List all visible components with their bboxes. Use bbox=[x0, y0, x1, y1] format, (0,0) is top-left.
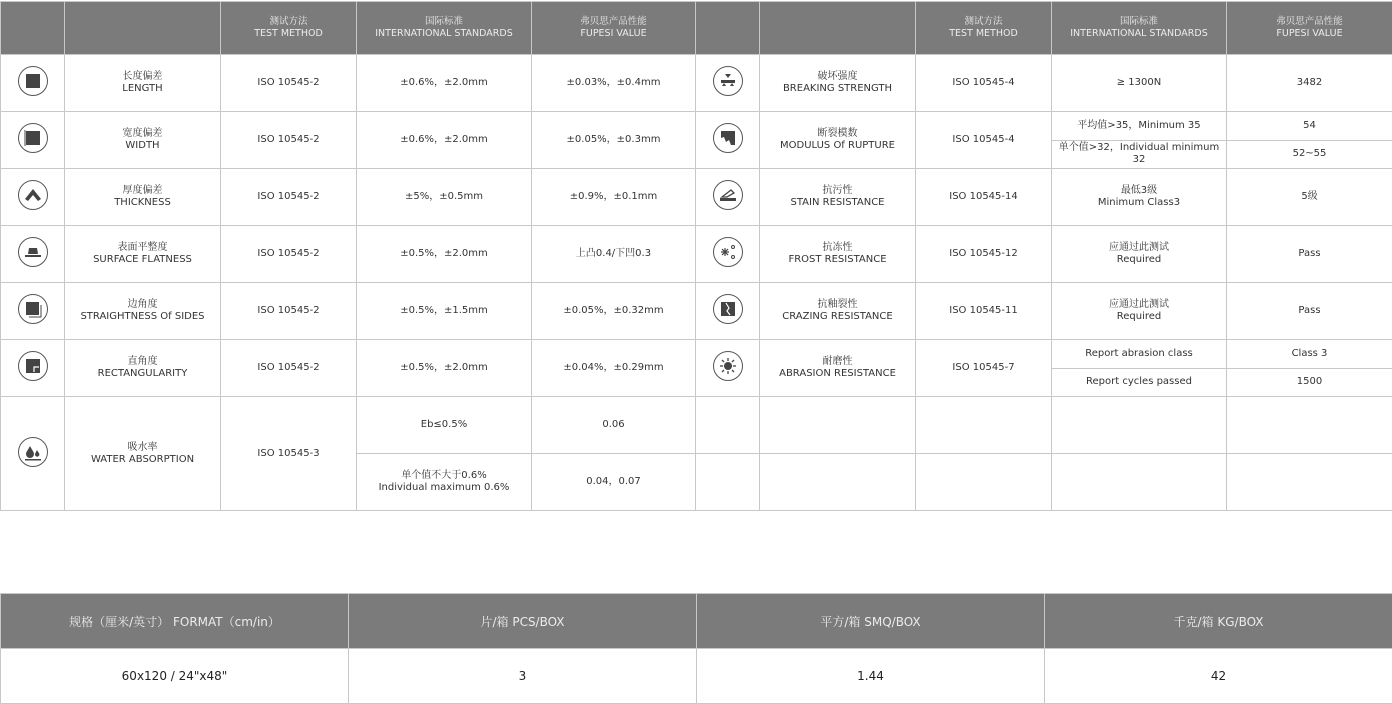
abrasion-icon-cell bbox=[696, 340, 760, 397]
header-blank bbox=[1, 2, 65, 55]
standard: 单个值>32，Individual minimum 32 bbox=[1052, 140, 1227, 169]
table-row bbox=[1, 340, 1392, 369]
test-method: ISO 10545-2 bbox=[221, 169, 357, 226]
header-format: 规格（厘米/英寸） FORMAT（cm/in） bbox=[1, 594, 349, 649]
standard: 最低3级 Minimum Class3 bbox=[1052, 169, 1227, 226]
rupture-icon bbox=[713, 123, 743, 153]
packing-table bbox=[0, 593, 1392, 704]
water-icon-cell bbox=[1, 397, 65, 511]
frost-icon bbox=[713, 237, 743, 267]
value: 54 bbox=[1227, 112, 1392, 141]
table-row bbox=[1, 283, 1392, 340]
value: 0.06 bbox=[532, 397, 696, 454]
empty-cell bbox=[1227, 397, 1392, 454]
test-method: ISO 10545-2 bbox=[221, 112, 357, 169]
empty-cell bbox=[916, 454, 1052, 511]
empty-cell bbox=[696, 397, 760, 454]
value: 1500 bbox=[1227, 368, 1392, 397]
header-fupesi-value: 弗贝思产品性能 FUPESI VALUE bbox=[532, 2, 696, 55]
table-row bbox=[1, 112, 1392, 141]
standard: ±0.6%，±2.0mm bbox=[357, 55, 532, 112]
standard: ±0.5%，±2.0mm bbox=[357, 226, 532, 283]
breaking-icon-cell bbox=[696, 55, 760, 112]
value: Pass bbox=[1227, 283, 1392, 340]
value: 52~55 bbox=[1227, 140, 1392, 169]
crazing-icon bbox=[713, 294, 743, 324]
value: ±0.9%，±0.1mm bbox=[532, 169, 696, 226]
header-intl-standards: 国际标准 INTERNATIONAL STANDARDS bbox=[1052, 2, 1227, 55]
rupture-icon-cell bbox=[696, 112, 760, 169]
thickness-icon bbox=[18, 180, 48, 210]
header-intl-standards: 国际标准 INTERNATIONAL STANDARDS bbox=[357, 2, 532, 55]
empty-cell bbox=[1227, 454, 1392, 511]
value: 5级 bbox=[1227, 169, 1392, 226]
test-method: ISO 10545-14 bbox=[916, 169, 1052, 226]
value: Class 3 bbox=[1227, 340, 1392, 369]
empty-cell bbox=[760, 454, 916, 511]
breaking-strength-icon bbox=[713, 66, 743, 96]
frost-icon-cell bbox=[696, 226, 760, 283]
test-method: ISO 10545-2 bbox=[221, 226, 357, 283]
test-method: ISO 10545-12 bbox=[916, 226, 1052, 283]
property-label: 抗冻性 FROST RESISTANCE bbox=[760, 226, 916, 283]
property-label: 抗污性 STAIN RESISTANCE bbox=[760, 169, 916, 226]
property-label: 宽度偏差 WIDTH bbox=[65, 112, 221, 169]
property-label: 耐磨性 ABRASION RESISTANCE bbox=[760, 340, 916, 397]
standard: Report cycles passed bbox=[1052, 368, 1227, 397]
test-method: ISO 10545-2 bbox=[221, 340, 357, 397]
standard: 应通过此测试 Required bbox=[1052, 226, 1227, 283]
length-icon bbox=[18, 66, 48, 96]
header-blank bbox=[696, 2, 760, 55]
crazing-icon-cell bbox=[696, 283, 760, 340]
rectangularity-icon bbox=[18, 351, 48, 381]
empty-cell bbox=[696, 454, 760, 511]
header-pcs-box: 片/箱 PCS/BOX bbox=[349, 594, 697, 649]
value: ±0.04%，±0.29mm bbox=[532, 340, 696, 397]
standard: ±0.6%，±2.0mm bbox=[357, 112, 532, 169]
value: Pass bbox=[1227, 226, 1392, 283]
smq-box-value: 1.44 bbox=[697, 649, 1045, 704]
standard: ±0.5%，±1.5mm bbox=[357, 283, 532, 340]
width-icon bbox=[18, 123, 48, 153]
length-icon-cell bbox=[1, 55, 65, 112]
property-label: 厚度偏差 THICKNESS bbox=[65, 169, 221, 226]
table-row bbox=[1, 169, 1392, 226]
standard: Report abrasion class bbox=[1052, 340, 1227, 369]
test-method: ISO 10545-2 bbox=[221, 55, 357, 112]
test-method: ISO 10545-4 bbox=[916, 112, 1052, 169]
header-blank bbox=[760, 2, 916, 55]
property-label: 吸水率 WATER ABSORPTION bbox=[65, 397, 221, 511]
standard: ±5%，±0.5mm bbox=[357, 169, 532, 226]
test-method: ISO 10545-7 bbox=[916, 340, 1052, 397]
straightness-icon bbox=[18, 294, 48, 324]
test-method: ISO 10545-3 bbox=[221, 397, 357, 511]
property-label: 破坏强度 BREAKING STRENGTH bbox=[760, 55, 916, 112]
property-label: 抗釉裂性 CRAZING RESISTANCE bbox=[760, 283, 916, 340]
header-test-method: 测试方法 TEST METHOD bbox=[221, 2, 357, 55]
test-method: ISO 10545-4 bbox=[916, 55, 1052, 112]
spec-table bbox=[0, 1, 1392, 511]
value: 3482 bbox=[1227, 55, 1392, 112]
value: 上凸0.4/下凹0.3 bbox=[532, 226, 696, 283]
rectangularity-icon-cell bbox=[1, 340, 65, 397]
stain-icon bbox=[713, 180, 743, 210]
header-fupesi-value: 弗贝思产品性能 FUPESI VALUE bbox=[1227, 2, 1392, 55]
flatness-icon-cell bbox=[1, 226, 65, 283]
spec-header-row bbox=[1, 2, 1392, 55]
empty-cell bbox=[1052, 397, 1227, 454]
surface-flatness-icon bbox=[18, 237, 48, 267]
header-smq-box: 平方/箱 SMQ/BOX bbox=[697, 594, 1045, 649]
format-value: 60x120 / 24"x48" bbox=[1, 649, 349, 704]
width-icon-cell bbox=[1, 112, 65, 169]
header-test-method: 测试方法 TEST METHOD bbox=[916, 2, 1052, 55]
value: 0.04，0.07 bbox=[532, 454, 696, 511]
packing-row bbox=[1, 649, 1392, 704]
value: ±0.03%，±0.4mm bbox=[532, 55, 696, 112]
straightness-icon-cell bbox=[1, 283, 65, 340]
water-drop-icon bbox=[18, 437, 48, 467]
property-label: 长度偏差 LENGTH bbox=[65, 55, 221, 112]
empty-cell bbox=[916, 397, 1052, 454]
kg-box-value: 42 bbox=[1045, 649, 1392, 704]
abrasion-icon bbox=[713, 351, 743, 381]
empty-cell bbox=[760, 397, 916, 454]
standard: 单个值不大于0.6% Individual maximum 0.6% bbox=[357, 454, 532, 511]
property-label: 断裂模数 MODULUS Of RUPTURE bbox=[760, 112, 916, 169]
property-label: 直角度 RECTANGULARITY bbox=[65, 340, 221, 397]
header-kg-box: 千克/箱 KG/BOX bbox=[1045, 594, 1392, 649]
property-label: 边角度 STRAIGHTNESS Of SIDES bbox=[65, 283, 221, 340]
test-method: ISO 10545-11 bbox=[916, 283, 1052, 340]
pcs-box-value: 3 bbox=[349, 649, 697, 704]
header-blank bbox=[65, 2, 221, 55]
standard: 平均值>35，Minimum 35 bbox=[1052, 112, 1227, 141]
property-label: 表面平整度 SURFACE FLATNESS bbox=[65, 226, 221, 283]
packing-header-row bbox=[1, 594, 1392, 649]
test-method: ISO 10545-2 bbox=[221, 283, 357, 340]
standard: Eb≤0.5% bbox=[357, 397, 532, 454]
table-row bbox=[1, 226, 1392, 283]
thickness-icon-cell bbox=[1, 169, 65, 226]
table-row bbox=[1, 397, 1392, 454]
standard: 应通过此测试 Required bbox=[1052, 283, 1227, 340]
standard: ≥ 1300N bbox=[1052, 55, 1227, 112]
standard: ±0.5%，±2.0mm bbox=[357, 340, 532, 397]
value: ±0.05%，±0.3mm bbox=[532, 112, 696, 169]
value: ±0.05%，±0.32mm bbox=[532, 283, 696, 340]
stain-icon-cell bbox=[696, 169, 760, 226]
empty-cell bbox=[1052, 454, 1227, 511]
